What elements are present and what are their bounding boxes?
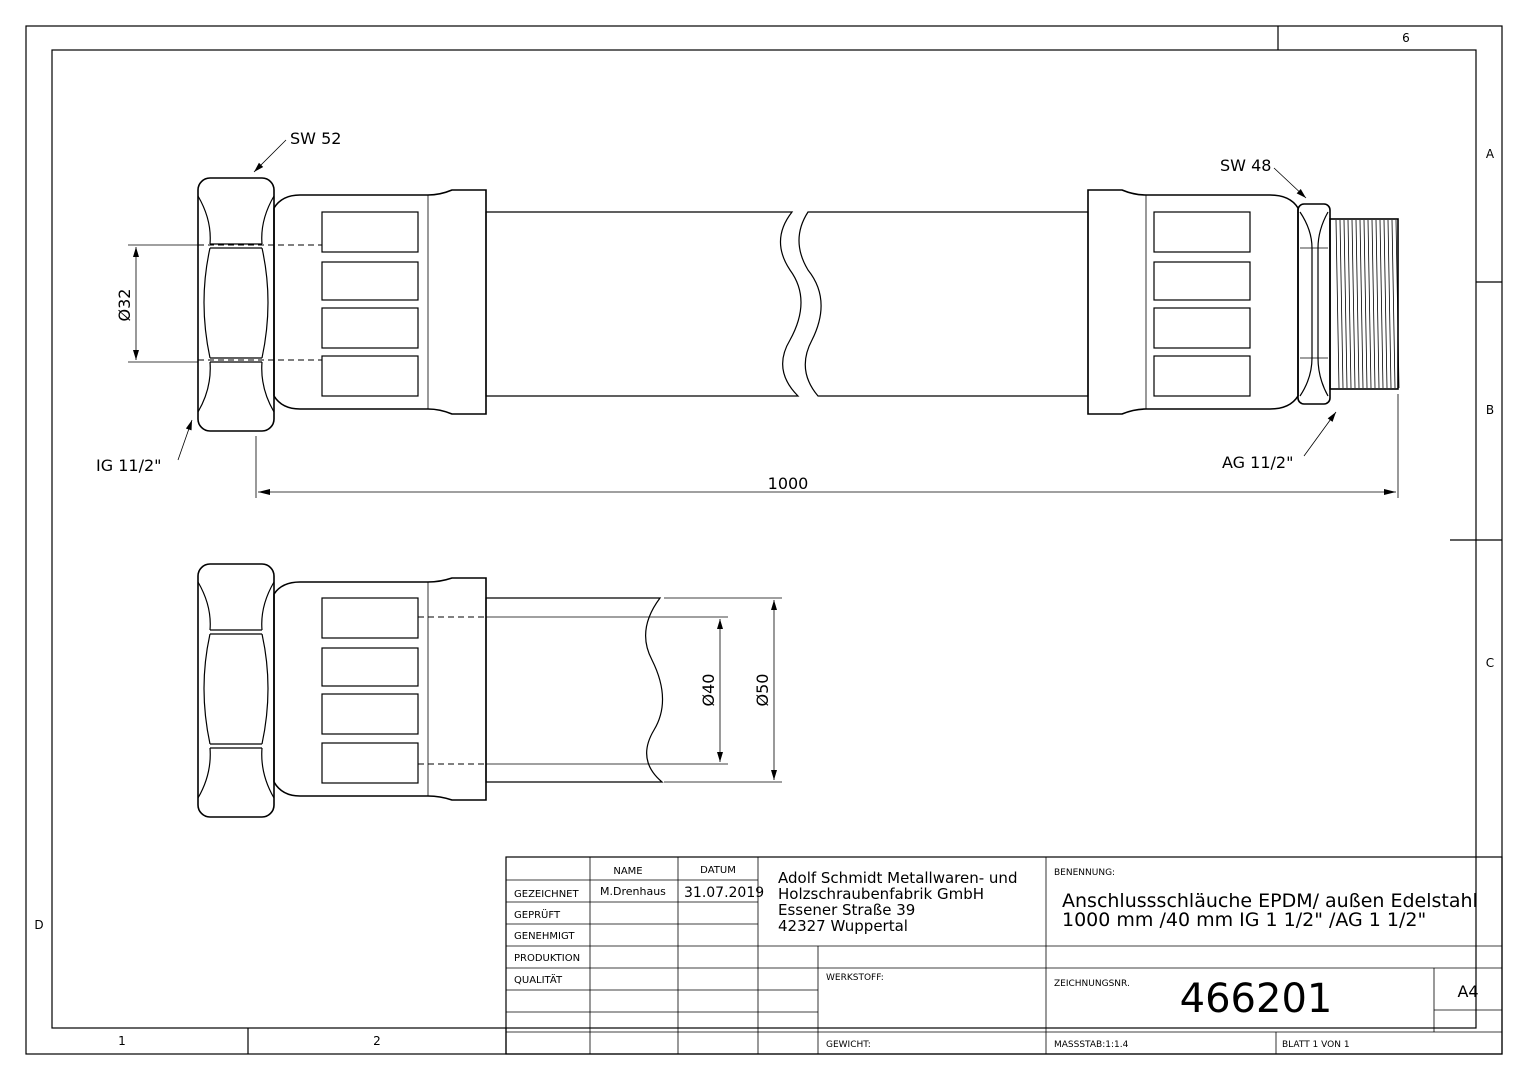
dim-d40-label: Ø40 [699,673,718,707]
right-hex-nut [1298,204,1330,404]
callout-ig [96,420,192,475]
callout-ag-label: AG 11/2" [1222,453,1294,472]
zeichnungsnr-value: 466201 [1179,976,1333,1022]
benennung-line-1: Anschlussschläuche EPDM/ außen Edelstahl [1062,890,1478,912]
zone-right-c: C [1485,656,1495,670]
row-label-genehmigt: GENEHMIGT [514,931,575,942]
zone-left-d: D [34,918,44,932]
title-block [506,857,1502,1054]
zone-right-a: A [1485,147,1495,161]
right-ferrule [1088,190,1298,414]
male-thread [1330,219,1399,389]
benennung-label: BENENNUNG: [1054,868,1116,878]
massstab-value: MASSSTAB:1:1.4 [1054,1040,1129,1050]
detail-union-nut [198,564,274,817]
dimension-d40 [486,617,728,764]
company-line-2: Holzschraubenfabrik GmbH [778,885,985,903]
dim-length-label: 1000 [767,474,809,493]
zone-bottom-2: 2 [373,1034,381,1048]
zeichnungsnr-label: ZEICHNUNGSNR. [1054,979,1130,989]
row-label-qualitaet: QUALITÄT [514,975,563,986]
callout-ag [1222,412,1336,472]
col-name-header: NAME [613,866,643,877]
dim-d32-label: Ø32 [115,288,134,322]
blatt-value: BLATT 1 VON 1 [1282,1040,1350,1050]
row-label-produktion: PRODUKTION [514,953,581,964]
callout-sw52-label: SW 52 [290,129,342,148]
gewicht-label: GEWICHT: [826,1040,871,1050]
dimension-d50 [664,598,782,782]
row-label-geprueft: GEPRÜFT [514,910,561,921]
left-union-nut [198,178,274,431]
dim-d50-label: Ø50 [753,673,772,707]
company-line-1: Adolf Schmidt Metallwaren- und [778,869,1018,887]
zone-top-6: 6 [1402,31,1410,45]
zone-right-b: B [1485,403,1495,417]
company-line-4: 42327 Wuppertal [778,917,908,935]
callout-sw48 [1220,156,1306,198]
row-label-gezeichnet: GEZEICHNET [514,889,579,900]
left-ferrule [274,190,486,414]
braided-hose [486,212,1088,396]
callout-sw48-label: SW 48 [1220,156,1272,175]
col-date-header: DATUM [700,865,736,876]
company-line-3: Essener Straße 39 [778,901,916,919]
format-value: A4 [1457,982,1479,1001]
detail-braided-hose [486,598,663,782]
werkstoff-label: WERKSTOFF: [826,973,884,983]
callout-sw52 [254,129,341,172]
row-name-gezeichnet: M.Drenhaus [600,885,666,898]
benennung-line-2: 1000 mm /40 mm IG 1 1/2" /AG 1 1/2" [1062,909,1427,931]
hose-assembly-main-view [198,178,1399,431]
row-date-gezeichnet: 31.07.2019 [684,885,765,901]
zone-bottom-1: 1 [118,1034,126,1048]
callout-ig-label: IG 11/2" [96,456,162,475]
detail-ferrule [274,578,486,800]
dimension-d32 [115,245,198,362]
hose-end-detail-view [198,564,663,817]
